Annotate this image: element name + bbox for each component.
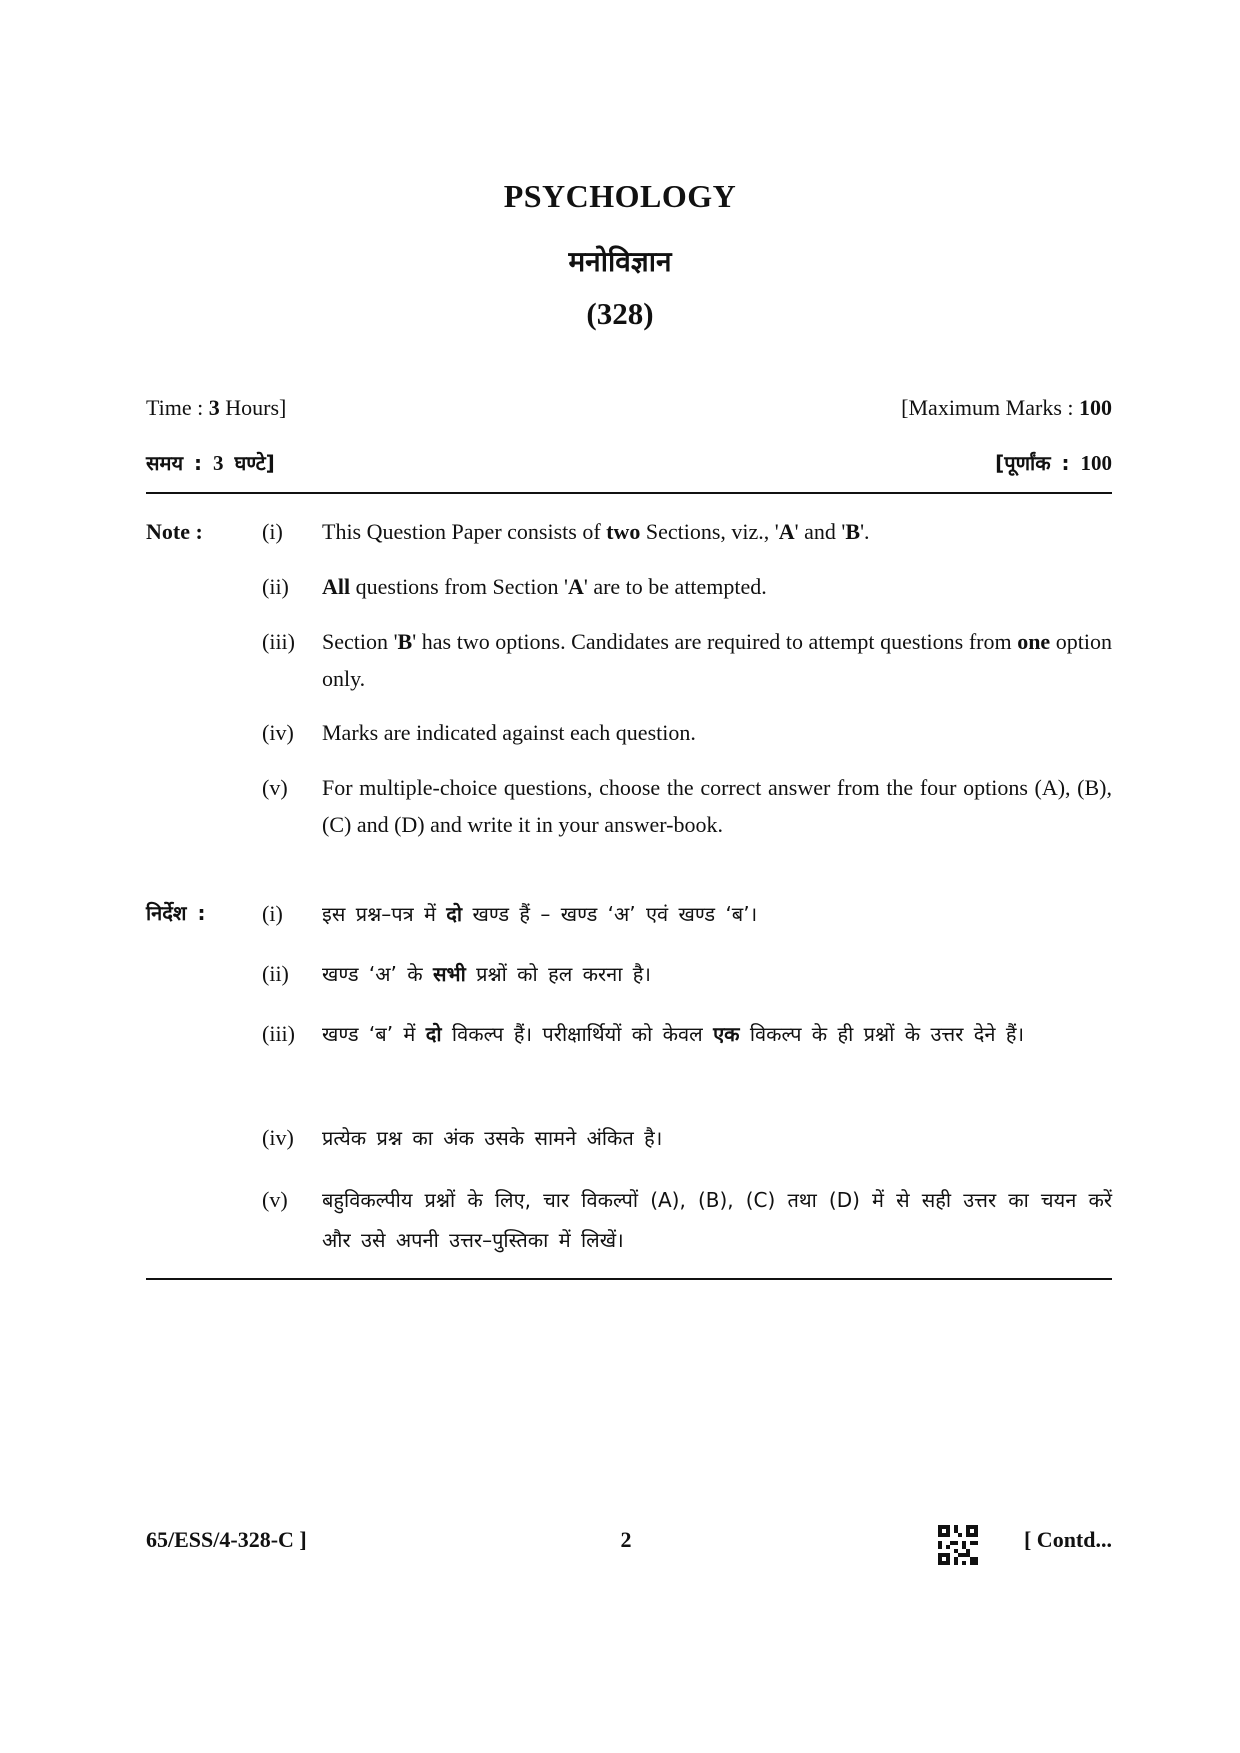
nirdesh-item: (ii) खण्ड ‘अ’ के सभी प्रश्नों को हल करना है।: [262, 961, 651, 986]
paper-code: (328): [586, 296, 654, 331]
marks-english: [Maximum Marks : 100: [901, 395, 1112, 420]
time-hindi: समय : 3 घण्टे]: [146, 451, 275, 475]
time-marks-row-hindi: [146, 443, 1112, 483]
note-item: (iii) Section 'B' has two options. Candidates are required to attempt questions from one option only.: [262, 629, 1113, 691]
note-item: (i) This Question Paper consists of two Sections, viz., 'A' and 'B'.: [262, 519, 870, 544]
paper-code-footer: 65/ESS/4-328-C ]: [146, 1527, 307, 1552]
continued-label: [ Contd...: [1023, 1527, 1112, 1552]
note-label: Note :: [146, 519, 203, 544]
nirdesh-label: निर्देश :: [146, 901, 206, 925]
nirdesh-item: (i) इस प्रश्न–पत्र में दो खण्ड हैं – खण्ड ‘अ’ एवं खण्ड ‘ब’।: [262, 901, 758, 926]
paper-title-hindi: मनोविज्ञान: [568, 247, 672, 278]
time-marks-row: [146, 395, 1112, 421]
divider-bottom: [146, 1278, 1112, 1280]
time-english: Time : 3 Hours]: [146, 395, 287, 420]
qr-code-icon: [938, 1525, 978, 1565]
note-item: (v) For multiple-choice questions, choose the correct answer from the four options (A), (B), (C) and (D) and write it in your answer-book.: [262, 775, 1112, 837]
note-item: (iv) Marks are indicated against each question.: [262, 720, 696, 745]
nirdesh-item: (iv) प्रत्येक प्रश्न का अंक उसके सामने अंकित है।: [262, 1125, 663, 1150]
divider-top: [146, 492, 1112, 494]
page-number: 2: [620, 1527, 632, 1552]
paper-title: PSYCHOLOGY: [503, 178, 737, 214]
nirdesh-item: (iii) खण्ड ‘ब’ में दो विकल्प हैं। परीक्षार्थियों को केवल एक विकल्प के ही प्रश्नों के उत्तर देने हैं।: [262, 1021, 1025, 1046]
note-item: (ii) All questions from Section 'A' are to be attempted.: [262, 574, 767, 599]
nirdesh-item: (v) बहुविकल्पीय प्रश्नों के लिए, चार विकल्पों (A), (B), (C) तथा (D) में से सही उत्तर का चयन करें और उसे अपनी उत्तर–पुस्तिका में लिखें।: [262, 1187, 1112, 1252]
marks-hindi: [पूर्णांक : 100: [995, 451, 1112, 475]
